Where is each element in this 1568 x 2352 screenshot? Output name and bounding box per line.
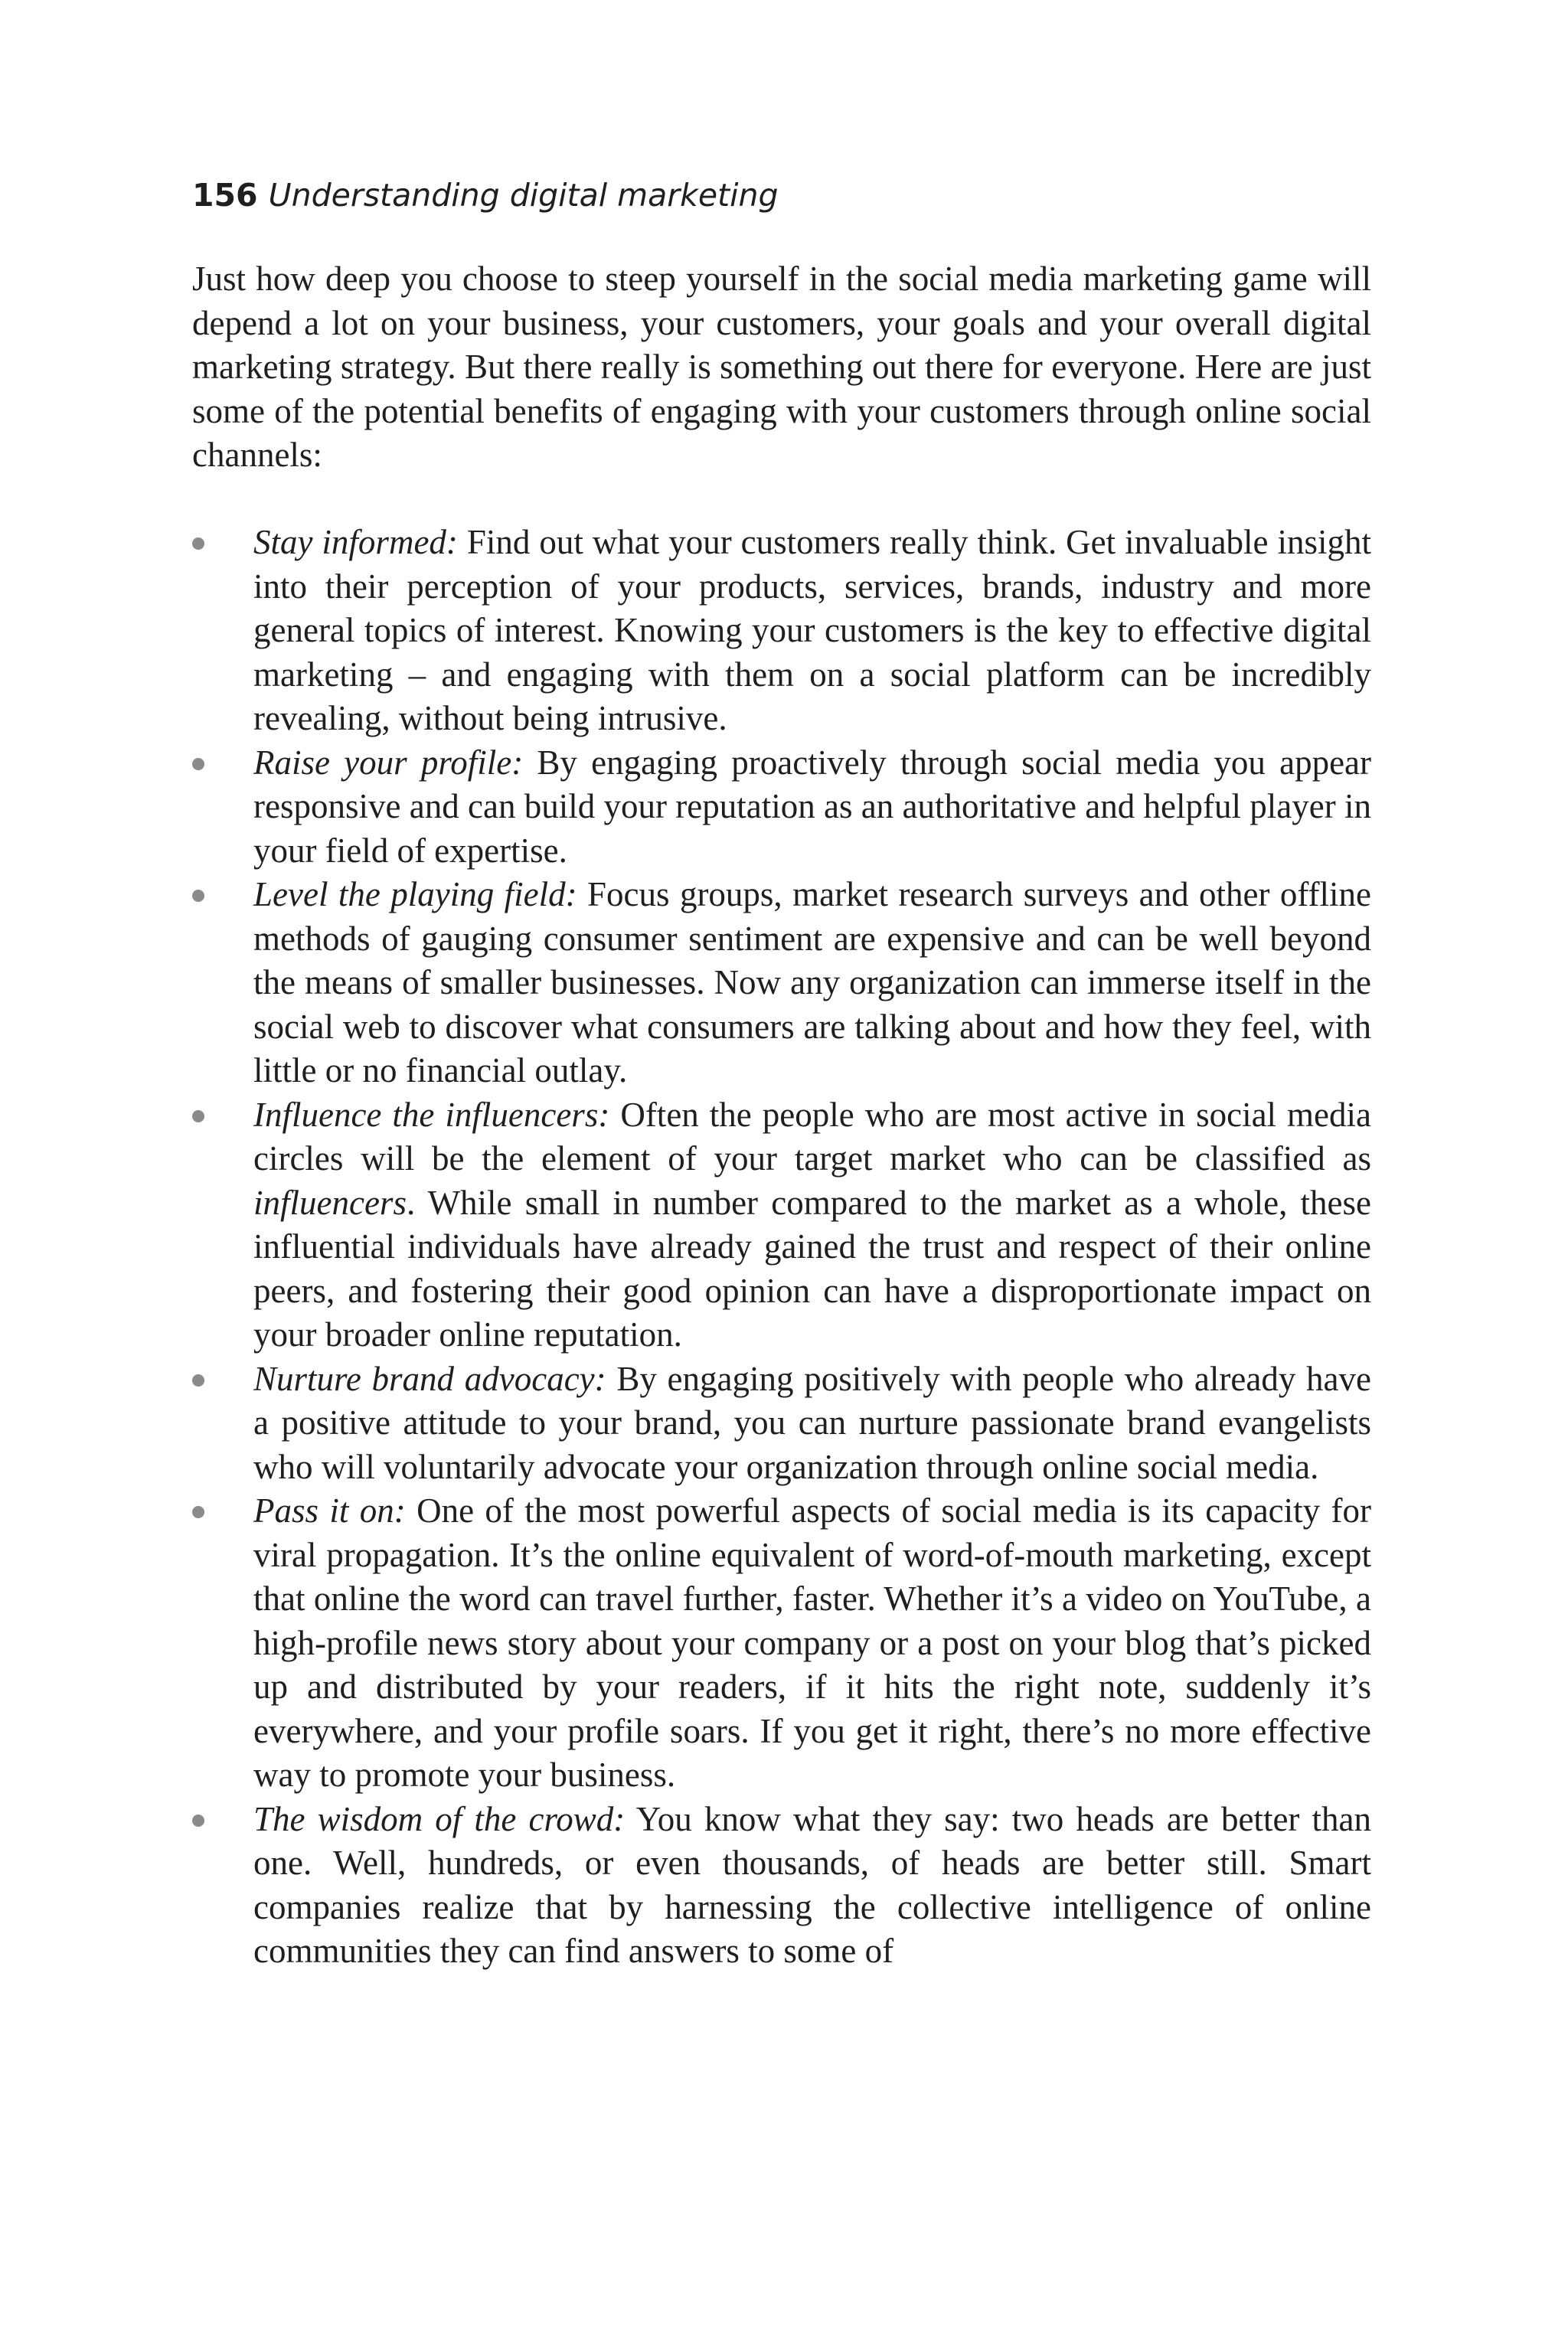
list-item — [192, 1489, 1371, 1798]
bullet-text: By engaging proactively through social media you appear responsive and can build your reputation as an authoritative and helpful player in your field of expertise. — [253, 743, 1371, 870]
bullet-icon — [192, 1110, 204, 1122]
list-item — [192, 873, 1371, 1093]
bullet-text-after: . While small in number compared to the market as a whole, these influential individuals have already gained the trust and respect of their online peers, and fostering their good opinion can have a disproportionate impact on your broader online reputation. — [253, 1183, 1371, 1354]
bullet-icon — [192, 537, 204, 550]
bullet-icon — [192, 1374, 204, 1387]
bullet-text: By engaging positively with people who already have a positive attitude to your brand, you can nurture passionate brand evangelists who will voluntarily advocate your organization through online social media. — [253, 1359, 1371, 1486]
list-item — [192, 1357, 1371, 1490]
list-item — [192, 521, 1371, 741]
bullet-icon — [192, 890, 204, 902]
list-item — [192, 741, 1371, 874]
bullet-term: Stay informed: — [253, 523, 458, 561]
section-title: Understanding digital marketing — [268, 177, 779, 214]
bullet-text: Find out what your customers really think. Get invaluable insight into their perception of your products, services, brands, industry and more general topics of interest. Knowing your customers is the key to effective digital marketing – and engaging with them on a social platform can be incredibly revealing, without being intrusive. — [253, 523, 1371, 737]
bullet-emphasis: influencers — [253, 1183, 407, 1222]
bullet-term: Influence the influencers: — [253, 1095, 610, 1134]
bullet-term: Level the playing field: — [253, 875, 577, 913]
list-item — [192, 1093, 1371, 1357]
intro-paragraph: Just how deep you choose to steep yourself in the social media marketing game will depend a lot on your business, your customers, your goals and your overall digital marketing strategy. But there really is something out there for everyone. Here are just some of the potential benefits of engaging with your customers through online social channels: — [192, 260, 1371, 474]
bullet-term: Pass it on: — [253, 1491, 406, 1530]
bullet-icon — [192, 758, 204, 770]
bullet-term: The wisdom of the crowd: — [253, 1799, 626, 1838]
benefits-list — [192, 521, 1371, 1974]
bullet-text: Often the people who are most active in social media circles will be the element of your target market who can be classified as — [253, 1095, 1371, 1178]
bullet-text: Focus groups, market research surveys and other offline methods of gauging consumer sentiment are expensive and can be well beyond the means of smaller businesses. Now any organization can immerse itself in the social web to discover what consumers are talking about and how they feel, with little or no financial outlay. — [253, 875, 1372, 1089]
page-number: 156 — [192, 177, 258, 214]
list-item — [192, 1798, 1371, 1974]
bullet-text: One of the most powerful aspects of social media is its capacity for viral propagation. It’s the online equivalent of word-of-mouth marketing, except that online the word can travel further, faster. Whether it’s a video on YouTube, a high-profile news story about your company or a post on your blog that’s picked up and distributed by your readers, if it hits the right note, suddenly it’s everywhere, and your profile soars. If you get it right, there’s no more effective way to promote your business. — [253, 1491, 1371, 1794]
running-head — [192, 168, 1417, 222]
bullet-term: Nurture brand advocacy: — [253, 1359, 606, 1398]
bullet-term: Raise your profile: — [253, 743, 524, 782]
bullet-icon — [192, 1815, 204, 1827]
bullet-icon — [192, 1506, 204, 1518]
bullet-text: You know what they say: two heads are better than one. Well, hundreds, or even thousands, of heads are better still. Smart companies realize that by harnessing the collective intelligence of online communities they can find answers to some of — [253, 1799, 1371, 1970]
